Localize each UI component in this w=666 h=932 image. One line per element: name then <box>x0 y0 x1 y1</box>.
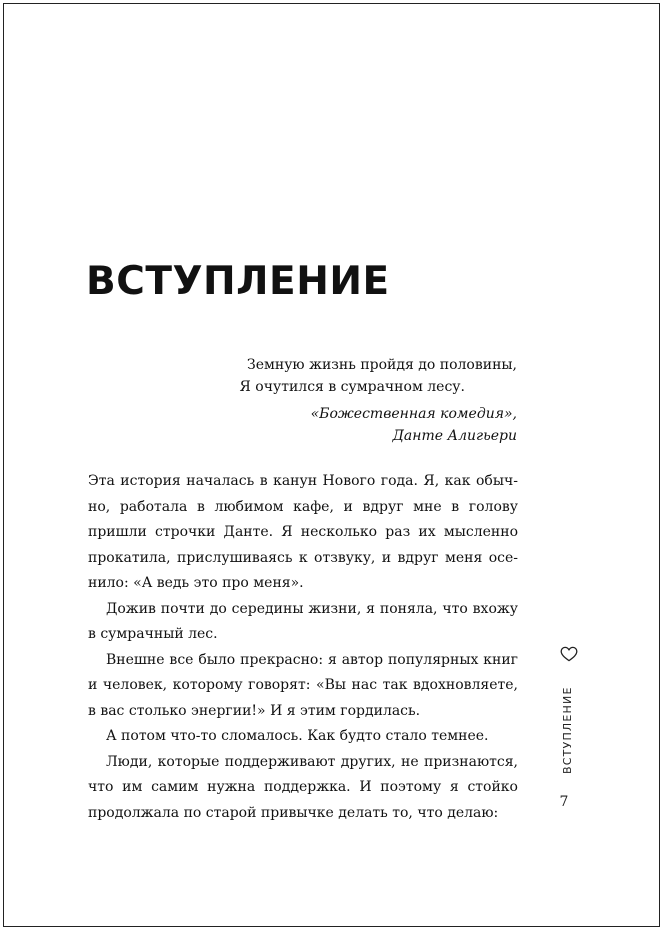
paragraph: Внешне все было прекрасно: я автор популярных книг и человек, которому говорят: «Вы нас так вдохновляете, в вас столько энергии!» И я этим гордилась. <box>88 651 518 719</box>
epigraph-line: Я очутился в сумрачном лесу. <box>239 379 465 395</box>
epigraph-attribution <box>184 403 517 447</box>
paragraph: Люди, которые поддерживают других, не признаются, что им самим нужна поддержка. И поэтому я стойко продолжала по старой привычке делать то, что делаю: <box>88 753 518 821</box>
epigraph-source: «Божественная комедия», <box>310 406 517 422</box>
paragraph: А потом что-то сломалось. Как будто стало темнее. <box>106 728 489 744</box>
body-text <box>88 469 518 826</box>
page-number: 7 <box>559 794 569 810</box>
running-head: ВСТУПЛЕНИЕ <box>561 686 574 774</box>
paragraph: Дожив почти до середины жизни, я поняла, что вхожу в сумрачный лес. <box>88 600 518 642</box>
epigraph-author: Данте Алигьери <box>392 428 517 444</box>
paragraph: Эта история началась в канун Нового года. Я, как обычно, работала в любимом кафе, и вдруг мне в голову пришли строчки Данте. Я несколько раз их мысленно прокатила, прислушиваясь к отзвуку, и вдруг меня осенило: «А ведь это про меня». <box>88 473 518 591</box>
heart-icon <box>560 646 578 662</box>
epigraph-line: Земную жизнь пройдя до половины, <box>246 357 517 373</box>
epigraph <box>184 354 517 447</box>
chapter-title: ВСТУПЛЕНИЕ <box>86 259 390 304</box>
book-page <box>3 3 660 927</box>
